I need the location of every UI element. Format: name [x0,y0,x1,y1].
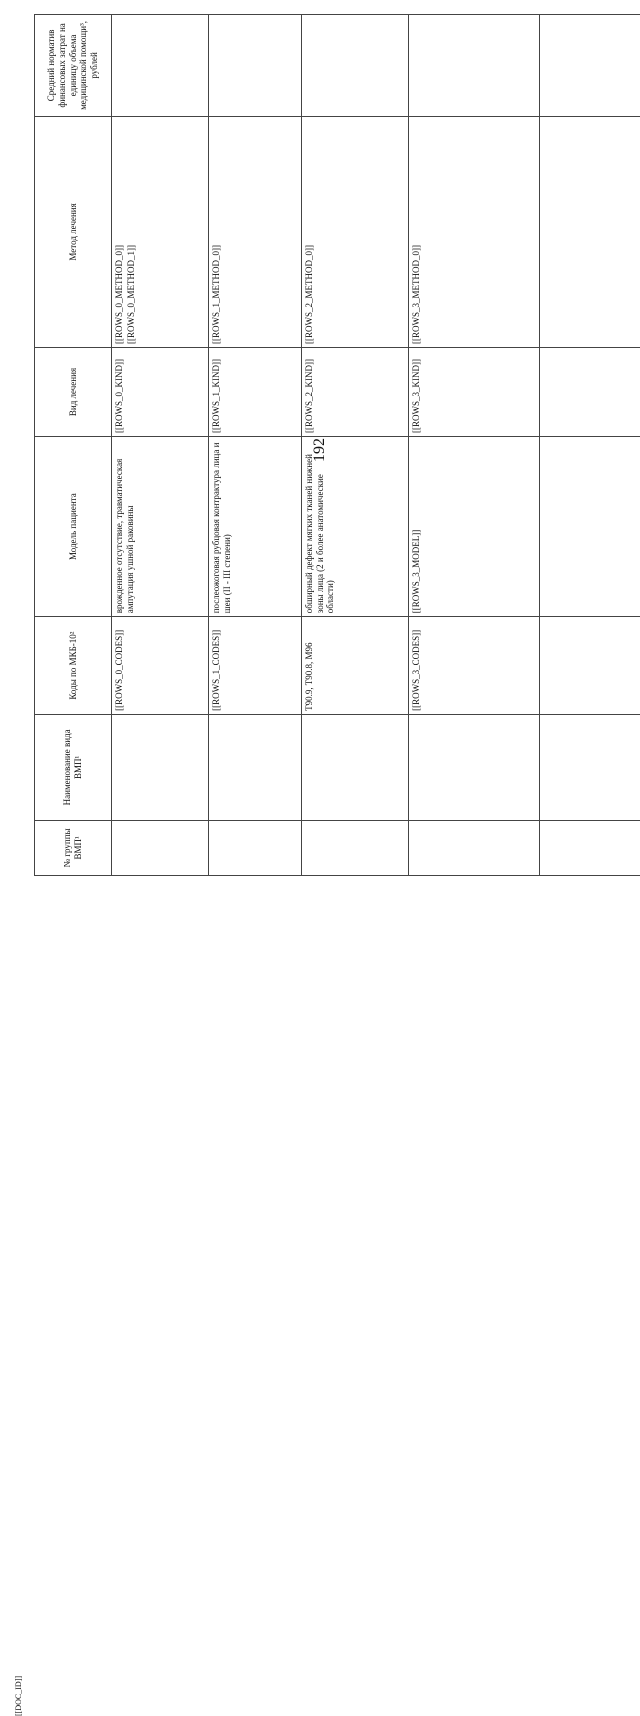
table-row [112,15,209,876]
cell-group [302,820,409,875]
cell-cost [409,15,540,117]
cell-model: врожденное отсутствие, травматическая ампутация ушной раковины [112,437,209,617]
cell-name [540,714,640,820]
cell-model [540,437,640,617]
cell-method [540,116,640,347]
cell-kind: [[ROWS_3_KIND]] [409,347,540,436]
cell-model: обширный дефект мягких тканей нижней зоны лица (2 и более анатомические области) [302,437,409,617]
table-row [302,15,409,876]
cell-method [409,116,540,347]
header-method: Метод лечения [35,116,112,347]
cell-name [112,714,209,820]
cell-codes: [[ROWS_3_CODES]] [409,617,540,715]
cell-kind: [[ROWS_2_KIND]] [302,347,409,436]
cell-method [112,116,209,347]
cell-method [209,116,302,347]
table-row [409,15,540,876]
table-header-row [35,15,112,876]
table-row [209,15,302,876]
cell-name [409,714,540,820]
cell-cost [209,15,302,117]
cell-codes: [[ROWS_0_CODES]] [112,617,209,715]
method-text: [[ROWS_1_METHOD_0]] [211,120,222,344]
cell-model: послеожоговая рубцовая контрактура лица и шеи (II - III степени) [209,437,302,617]
table-row-empty [540,15,640,876]
cell-codes: T90.9, T90.8, M96 [302,617,409,715]
cell-codes [540,617,640,715]
cell-group [112,820,209,875]
cell-cost [112,15,209,117]
cell-method [302,116,409,347]
page-number: 192 [300,438,340,462]
header-group: № группы ВМП¹ [35,820,112,875]
method-text: [[ROWS_0_METHOD_0]] [114,120,125,344]
cell-name [209,714,302,820]
header-name: Наименование вида ВМП¹ [35,714,112,820]
cell-name [302,714,409,820]
header-cost: Средний норматив финансовых затрат на единицу объема медицинской помощи³, рублей [35,15,112,117]
rotated-table-frame [34,14,624,876]
cell-cost [540,15,640,117]
document-id: [[DOC_ID]] [14,1626,28,1716]
cell-cost [302,15,409,117]
vmp-table [34,14,640,876]
method-text: [[ROWS_3_METHOD_0]] [411,120,422,344]
cell-group [209,820,302,875]
header-kind: Вид лечения [35,347,112,436]
method-text: [[ROWS_2_METHOD_0]] [304,120,315,344]
method-text: [[ROWS_0_METHOD_1]] [126,120,137,344]
cell-codes: [[ROWS_1_CODES]] [209,617,302,715]
cell-model: [[ROWS_3_MODEL]] [409,437,540,617]
cell-kind: [[ROWS_1_KIND]] [209,347,302,436]
header-model: Модель пациента [35,437,112,617]
cell-group [409,820,540,875]
cell-kind [540,347,640,436]
cell-group [540,820,640,875]
cell-kind: [[ROWS_0_KIND]] [112,347,209,436]
header-codes: Коды по МКБ-10² [35,617,112,715]
